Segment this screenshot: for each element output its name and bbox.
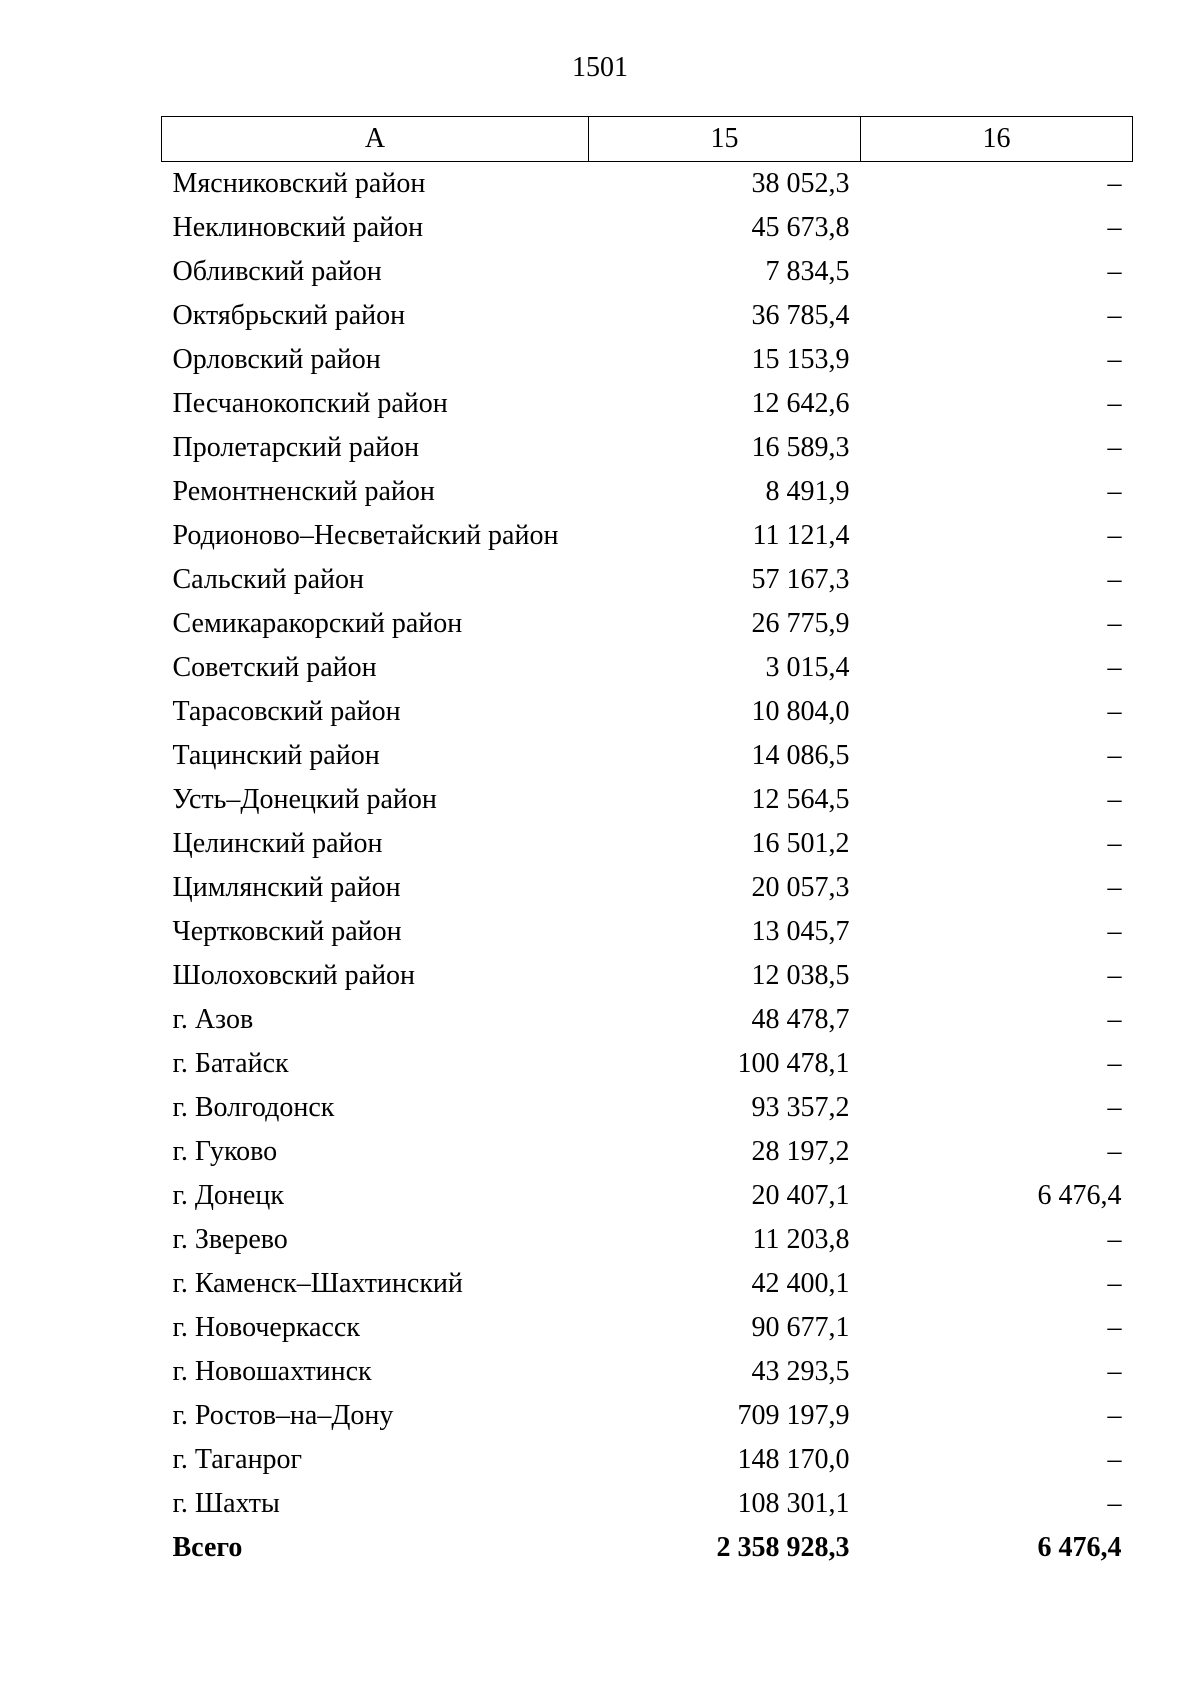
row-value-15-cell: 7 834,5 [765, 256, 850, 287]
row-value-16-cell: – [1107, 916, 1122, 947]
row-value-15-cell: 38 052,3 [751, 168, 850, 199]
row-name-cell: Мясниковский район [172, 168, 426, 199]
table-row [162, 338, 1133, 382]
table-row [162, 1130, 1133, 1174]
table-body [162, 162, 1133, 1571]
row-value-15-cell: 12 038,5 [751, 960, 850, 991]
row-name-cell: Орловский район [172, 344, 381, 375]
row-name-cell: Тарасовский район [172, 696, 401, 727]
row-name-cell: г. Ростов–на–Дону [172, 1400, 394, 1431]
row-value-16-cell: 6 476,4 [1037, 1180, 1122, 1211]
column-header-a: А [162, 117, 589, 162]
row-name-cell: Неклиновский район [172, 212, 424, 243]
row-value-16-cell: – [1107, 784, 1122, 815]
column-header-15: 15 [589, 117, 861, 162]
row-value-16-cell: – [1107, 212, 1122, 243]
row-value-16-cell: – [1107, 168, 1122, 199]
row-value-16-cell: – [1107, 872, 1122, 903]
row-name-cell: г. Гуково [172, 1136, 278, 1167]
table-row [162, 162, 1133, 207]
row-name-cell: Шолоховский район [172, 960, 416, 991]
table-row [162, 1262, 1133, 1306]
row-name-cell: г. Новочеркасск [172, 1312, 360, 1343]
row-name-cell: Ремонтненский район [172, 476, 435, 507]
row-name-cell: г. Таганрог [172, 1444, 303, 1475]
row-name-cell: Пролетарский район [172, 432, 420, 463]
table-row [162, 998, 1133, 1042]
row-value-16-cell: – [1107, 520, 1122, 551]
row-name-cell: Октябрьский район [172, 300, 406, 331]
row-value-16-cell: – [1107, 696, 1122, 727]
row-value-15-cell: 108 301,1 [737, 1488, 850, 1519]
row-value-15-cell: 12 564,5 [751, 784, 850, 815]
table-row [162, 734, 1133, 778]
row-value-16-cell: – [1107, 740, 1122, 771]
row-name-cell: Целинский район [172, 828, 383, 859]
row-name-cell: Усть–Донецкий район [172, 784, 437, 815]
table-row [162, 294, 1133, 338]
row-value-16-cell: – [1107, 1268, 1122, 1299]
total-value-15-cell: 2 358 928,3 [716, 1532, 850, 1563]
row-value-16-cell: – [1107, 960, 1122, 991]
row-name-cell: Чертковский район [172, 916, 402, 947]
table-row [162, 1086, 1133, 1130]
row-value-15-cell: 45 673,8 [751, 212, 850, 243]
row-value-15-cell: 15 153,9 [751, 344, 850, 375]
row-value-15-cell: 93 357,2 [751, 1092, 850, 1123]
row-name-cell: г. Новошахтинск [172, 1356, 372, 1387]
table-row [162, 1306, 1133, 1350]
row-value-16-cell: – [1107, 300, 1122, 331]
total-label-cell: Всего [172, 1532, 243, 1563]
table-row [162, 1174, 1133, 1218]
row-name-cell: Сальский район [172, 564, 364, 595]
row-value-15-cell: 20 057,3 [751, 872, 850, 903]
column-header-16: 16 [861, 117, 1133, 162]
row-value-15-cell: 14 086,5 [751, 740, 850, 771]
row-value-15-cell: 16 589,3 [751, 432, 850, 463]
row-value-15-cell: 28 197,2 [751, 1136, 850, 1167]
row-value-15-cell: 3 015,4 [765, 652, 850, 683]
row-value-15-cell: 26 775,9 [751, 608, 850, 639]
table-row [162, 514, 1133, 558]
row-name-cell: г. Батайск [172, 1048, 289, 1079]
row-value-15-cell: 100 478,1 [737, 1048, 850, 1079]
table-row [162, 1218, 1133, 1262]
table-total-row [162, 1526, 1133, 1570]
data-table [161, 116, 1133, 1570]
row-value-15-cell: 43 293,5 [751, 1356, 850, 1387]
row-name-cell: г. Азов [172, 1004, 254, 1035]
row-name-cell: г. Волгодонск [172, 1092, 335, 1123]
table-row [162, 690, 1133, 734]
table-row [162, 382, 1133, 426]
row-value-15-cell: 10 804,0 [751, 696, 850, 727]
table-row [162, 1350, 1133, 1394]
row-value-16-cell: – [1107, 1224, 1122, 1255]
row-name-cell: г. Зверево [172, 1224, 288, 1255]
table-row [162, 866, 1133, 910]
row-value-15-cell: 12 642,6 [751, 388, 850, 419]
row-value-15-cell: 709 197,9 [737, 1400, 850, 1431]
table-row [162, 558, 1133, 602]
row-name-cell: Советский район [172, 652, 377, 683]
row-value-16-cell: – [1107, 1312, 1122, 1343]
row-value-16-cell: – [1107, 344, 1122, 375]
row-value-15-cell: 48 478,7 [751, 1004, 850, 1035]
row-value-15-cell: 36 785,4 [751, 300, 850, 331]
row-name-cell: Обливский район [172, 256, 382, 287]
row-name-cell: Семикаракорский район [172, 608, 463, 639]
row-value-16-cell: – [1107, 1488, 1122, 1519]
row-value-15-cell: 8 491,9 [765, 476, 850, 507]
row-value-16-cell: – [1107, 1444, 1122, 1475]
table-row [162, 426, 1133, 470]
table-row [162, 910, 1133, 954]
row-value-16-cell: – [1107, 1048, 1122, 1079]
page-number: 1501 [572, 52, 628, 83]
row-value-16-cell: – [1107, 1356, 1122, 1387]
table-row [162, 602, 1133, 646]
total-value-16-cell: 6 476,4 [1037, 1532, 1122, 1563]
table-row [162, 1394, 1133, 1438]
row-value-15-cell: 90 677,1 [751, 1312, 850, 1343]
row-value-15-cell: 13 045,7 [751, 916, 850, 947]
table-row [162, 822, 1133, 866]
row-value-16-cell: – [1107, 564, 1122, 595]
table-row [162, 954, 1133, 998]
row-value-15-cell: 57 167,3 [751, 564, 850, 595]
row-value-15-cell: 20 407,1 [751, 1180, 850, 1211]
table-row [162, 1482, 1133, 1526]
row-value-16-cell: – [1107, 1400, 1122, 1431]
row-value-16-cell: – [1107, 652, 1122, 683]
table-row [162, 250, 1133, 294]
table-row [162, 1042, 1133, 1086]
row-value-16-cell: – [1107, 608, 1122, 639]
row-value-16-cell: – [1107, 476, 1122, 507]
row-value-15-cell: 11 203,8 [752, 1224, 850, 1255]
row-value-16-cell: – [1107, 432, 1122, 463]
row-value-15-cell: 148 170,0 [737, 1444, 850, 1475]
row-value-15-cell: 42 400,1 [751, 1268, 850, 1299]
table-header-row [162, 117, 1133, 162]
row-value-16-cell: – [1107, 388, 1122, 419]
row-name-cell: Песчанокопский район [172, 388, 448, 419]
table-row [162, 646, 1133, 690]
table-row [162, 206, 1133, 250]
table-row [162, 470, 1133, 514]
row-value-16-cell: – [1107, 1092, 1122, 1123]
row-value-16-cell: – [1107, 828, 1122, 859]
row-name-cell: г. Донецк [172, 1180, 284, 1211]
row-value-16-cell: – [1107, 1004, 1122, 1035]
row-name-cell: Родионово–Несветайский район [172, 520, 559, 551]
row-name-cell: Тацинский район [172, 740, 380, 771]
row-name-cell: г. Каменск–Шахтинский [172, 1268, 463, 1299]
row-value-15-cell: 16 501,2 [751, 828, 850, 859]
row-value-16-cell: – [1107, 1136, 1122, 1167]
table-row [162, 778, 1133, 822]
row-name-cell: Цимлянский район [172, 872, 401, 903]
table-row [162, 1438, 1133, 1482]
row-value-15-cell: 11 121,4 [752, 520, 850, 551]
row-name-cell: г. Шахты [172, 1488, 280, 1519]
row-value-16-cell: – [1107, 256, 1122, 287]
